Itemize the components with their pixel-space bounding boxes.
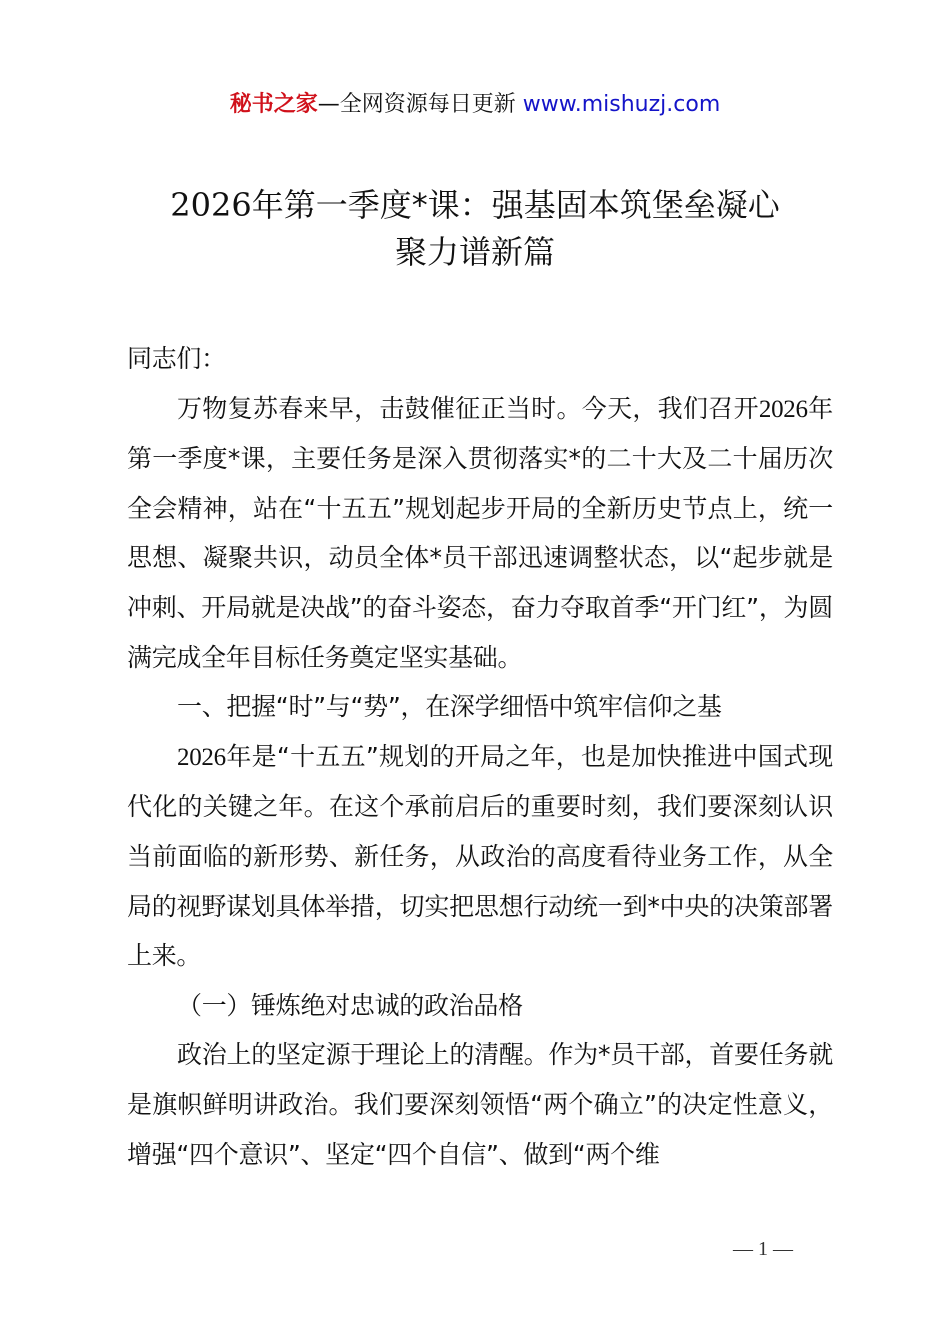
document-title	[110, 182, 840, 276]
paragraph-intro-year: 2026	[758, 395, 808, 423]
paragraph-intro	[127, 384, 833, 683]
paragraph-subsection-1: 政治上的坚定源于理论上的清醒。作为*员干部，首要任务就是旗帜鲜明讲政治。我们要深刻领悟“两个确立”的决定性意义，增强“四个意识”、坚定“四个自信”、做到“两个维	[127, 1040, 833, 1169]
salutation: 同志们：	[127, 344, 226, 373]
paragraph-section-1	[127, 732, 833, 981]
title-line-1-text: 年第一季度*课：强基固本筑堡垒凝心	[251, 186, 780, 224]
page-number: — 1 —	[733, 1238, 793, 1260]
site-banner	[0, 90, 950, 120]
section-heading-1: 一、把握“时”与“势”，在深学细悟中筑牢信仰之基	[177, 692, 722, 722]
brand-name: 秘书之家	[229, 92, 318, 117]
banner-url[interactable]: www.mishuzj.com	[522, 92, 721, 117]
title-line-2: 聚力谱新篇	[394, 233, 555, 271]
paragraph-intro-body: 年第一季度*课，主要任务是深入贯彻落实*的二十大及二十届历次全会精神，站在“十五五”规划起步开局的全新历史节点上，统一思想、凝聚共识，动员全体*员干部迅速调整状态，以“起步就是冲刺、开局就是决战”的奋斗姿态，奋力夺取首季“开门红”，为圆满完成全年目标任务奠定坚实基础。	[127, 393, 834, 672]
title-year: 2026	[170, 186, 252, 224]
document-body	[127, 334, 833, 1179]
subsection-heading-1: （一）锤炼绝对忠诚的政治品格	[177, 990, 523, 1020]
banner-tagline: —全网资源每日更新	[317, 92, 523, 117]
title-line-1	[110, 182, 840, 229]
paragraph-section-1-body: 年是“十五五”规划的开局之年，也是加快推进中国式现代化的关键之年。在这个承前启后的重要时刻，我们要深刻认识当前面临的新形势、新任务，从政治的高度看待业务工作，从全局的视野谋划具体举措，切实把思想行动统一到*中央的决策部署上来。	[127, 741, 833, 971]
paragraph-section-1-year: 2026	[177, 743, 226, 771]
paragraph-intro-lead: 万物复苏春来早，击鼓催征正当时。今天，我们召开	[177, 393, 759, 423]
